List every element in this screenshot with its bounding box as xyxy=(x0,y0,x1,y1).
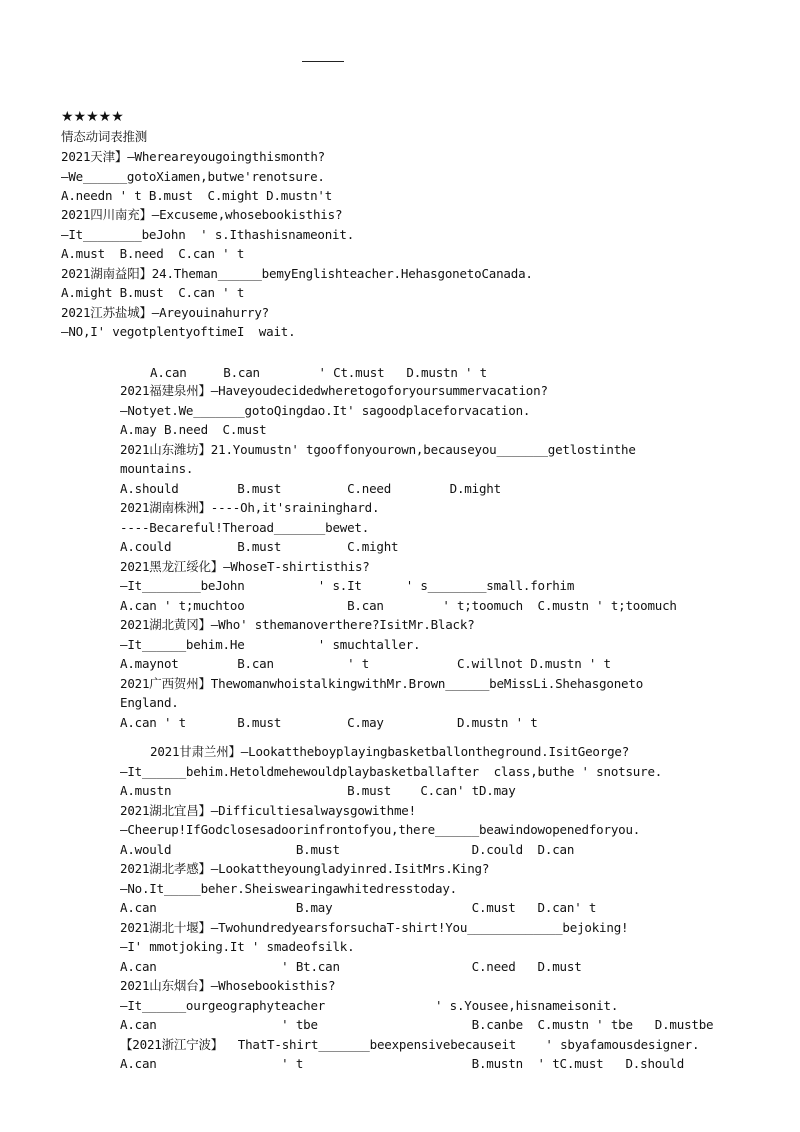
difficulty-stars: ★★★★★ xyxy=(61,109,124,125)
question-line: 2021湖南益阳】24.Theman______bemyEnglishteacher.HehasgonetoCanada. xyxy=(61,266,533,281)
question-line: 2021湖北十堰】—TwohundredyearsforsuchaT-shirt!You_____________bejoking! xyxy=(120,920,629,935)
option-line: A.might B.must C.can ' t xyxy=(61,285,245,300)
option-line: A.needn ' t B.must C.might D.mustn't xyxy=(61,188,333,203)
option-line: A.should B.must C.need D.might xyxy=(120,481,501,496)
question-line: —Cheerup!IfGodclosesadoorinfrontofyou,there______beawindowopenedforyou. xyxy=(120,822,641,837)
option-line: A.can ' tbe B.canbe C.mustn ' tbe D.mustbe xyxy=(120,1017,714,1032)
question-line: 2021福建泉州】—Haveyoudecidedwheretogoforyoursummervacation? xyxy=(120,383,548,398)
question-line: 2021黑龙江绥化】—WhoseT-shirtisthis? xyxy=(120,559,370,574)
question-line: mountains. xyxy=(120,461,194,476)
question-line: 2021湖南株洲】----Oh,it'sraininghard. xyxy=(120,500,380,515)
topic-heading: 情态动词表推测 xyxy=(61,129,148,144)
question-line: —Notyet.We_______gotoQingdao.It' sagoodplaceforvacation. xyxy=(120,403,531,418)
question-line: 2021湖北黄冈】—Who' sthemanoverthere?IsitMr.Black? xyxy=(120,617,475,632)
top-underline xyxy=(302,61,344,62)
question-line: —It________beJohn ' s.It ' s________small.forhim xyxy=(120,578,575,593)
question-line: —It______behim.Hetoldmehewouldplaybasketballafter class,buthe ' snotsure. xyxy=(120,764,663,779)
question-line: —No.It_____beher.Sheiswearingawhitedresstoday. xyxy=(120,881,457,896)
option-line: A.maynot B.can ' t C.willnot D.mustn ' t xyxy=(120,656,611,671)
question-line: 2021甘肃兰州】—Lookattheboyplayingbasketballontheground.IsitGeorge? xyxy=(150,744,630,759)
question-line: England. xyxy=(120,695,179,710)
question-line: —It______ourgeographyteacher ' s.Yousee,hisnameisonit. xyxy=(120,998,619,1013)
option-line: A.can B.may C.must D.can' t xyxy=(120,900,597,915)
option-line: A.mustn B.must C.can' tD.may xyxy=(120,783,516,798)
question-line: —It______behim.He ' smuchtaller. xyxy=(120,637,421,652)
question-line: —It________beJohn ' s.Ithashisnameonit. xyxy=(61,227,355,242)
question-line: 2021山东潍坊】21.Youmustn' tgooffonyourown,becauseyou_______getlostinthe xyxy=(120,442,636,457)
question-line: —NO,I' vegotplentyoftimeI wait. xyxy=(61,324,296,339)
option-line: A.could B.must C.might xyxy=(120,539,399,554)
question-line: 2021天津】—Whereareyougoingthismonth? xyxy=(61,149,325,164)
option-line: A.can ' t B.mustn ' tC.must D.should xyxy=(120,1056,685,1071)
option-line: A.can ' t B.must C.may D.mustn ' t xyxy=(120,715,538,730)
question-line: 2021广西贺州】ThewomanwhoistalkingwithMr.Brown______beMissLi.Shehasgoneto xyxy=(120,676,644,691)
question-line: —We______gotoXiamen,butwe'renotsure. xyxy=(61,169,325,184)
question-line: 2021山东烟台】—Whosebookisthis? xyxy=(120,978,336,993)
option-line: A.would B.must D.could D.can xyxy=(120,842,575,857)
option-line: A.can ' Bt.can C.need D.must xyxy=(120,959,582,974)
question-line: —I' mmotjoking.It ' smadeofsilk. xyxy=(120,939,355,954)
question-line: 2021四川南充】—Excuseme,whosebookisthis? xyxy=(61,207,343,222)
question-line: ----Becareful!Theroad_______bewet. xyxy=(120,520,370,535)
option-line: A.can B.can ' Ct.must D.mustn ' t xyxy=(150,365,487,380)
question-line: 【2021浙江宁波】 ThatT-shirt_______beexpensivebecauseit ' sbyafamousdesigner. xyxy=(120,1037,700,1052)
question-line: 2021江苏盐城】—Areyouinahurry? xyxy=(61,305,270,320)
option-line: A.must B.need C.can ' t xyxy=(61,246,245,261)
question-line: 2021湖北宜昌】—Difficultiesalwaysgowithme! xyxy=(120,803,416,818)
question-line: 2021湖北孝感】—Lookattheyoungladyinred.IsitMrs.King? xyxy=(120,861,490,876)
option-line: A.can ' t;muchtoo B.can ' t;toomuch C.mustn ' t;toomuch xyxy=(120,598,677,613)
option-line: A.may B.need C.must xyxy=(120,422,267,437)
